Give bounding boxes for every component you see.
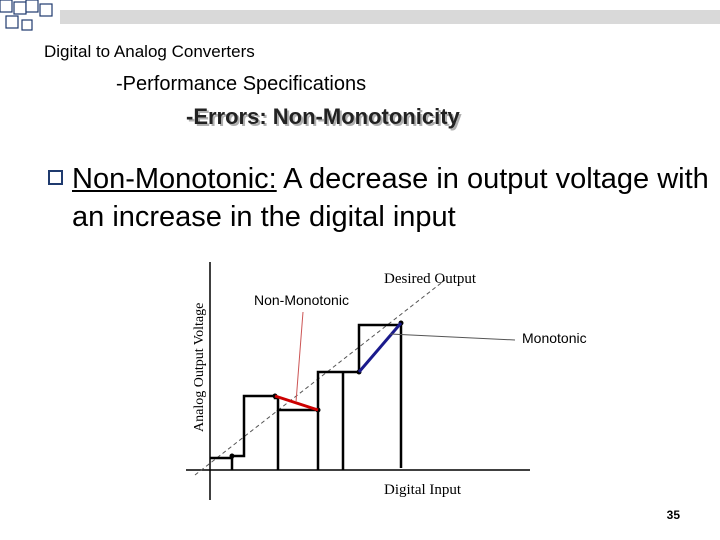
monotonic-leader <box>390 334 515 340</box>
desired-output-line <box>195 280 445 475</box>
subsection-title: -Performance Specifications <box>116 73 367 95</box>
bullet-text <box>72 160 712 236</box>
y-axis-label: Analog Output Voltage <box>192 302 207 432</box>
monotonic-label: Monotonic <box>522 330 587 346</box>
desired-output-label: Desired Output <box>384 271 477 287</box>
definition: A decrease in output voltage with an increase in the digital input <box>72 163 709 233</box>
staircase-output <box>210 325 401 468</box>
x-axis-label: Digital Input <box>384 482 462 498</box>
non-monotonic-diagram <box>0 240 720 540</box>
non-monotonic-leader <box>296 312 303 402</box>
term: Non-Monotonic: <box>72 163 277 195</box>
bullet-square-icon <box>48 170 64 186</box>
sample-point <box>230 454 235 459</box>
section-title: Digital to Analog Converters <box>44 42 255 61</box>
header-decoration <box>0 0 720 40</box>
page-number: 35 <box>666 508 680 522</box>
slide-title: -Errors: Non-Monotonicity <box>186 104 460 129</box>
non-monotonic-label: Non-Monotonic <box>254 292 349 308</box>
